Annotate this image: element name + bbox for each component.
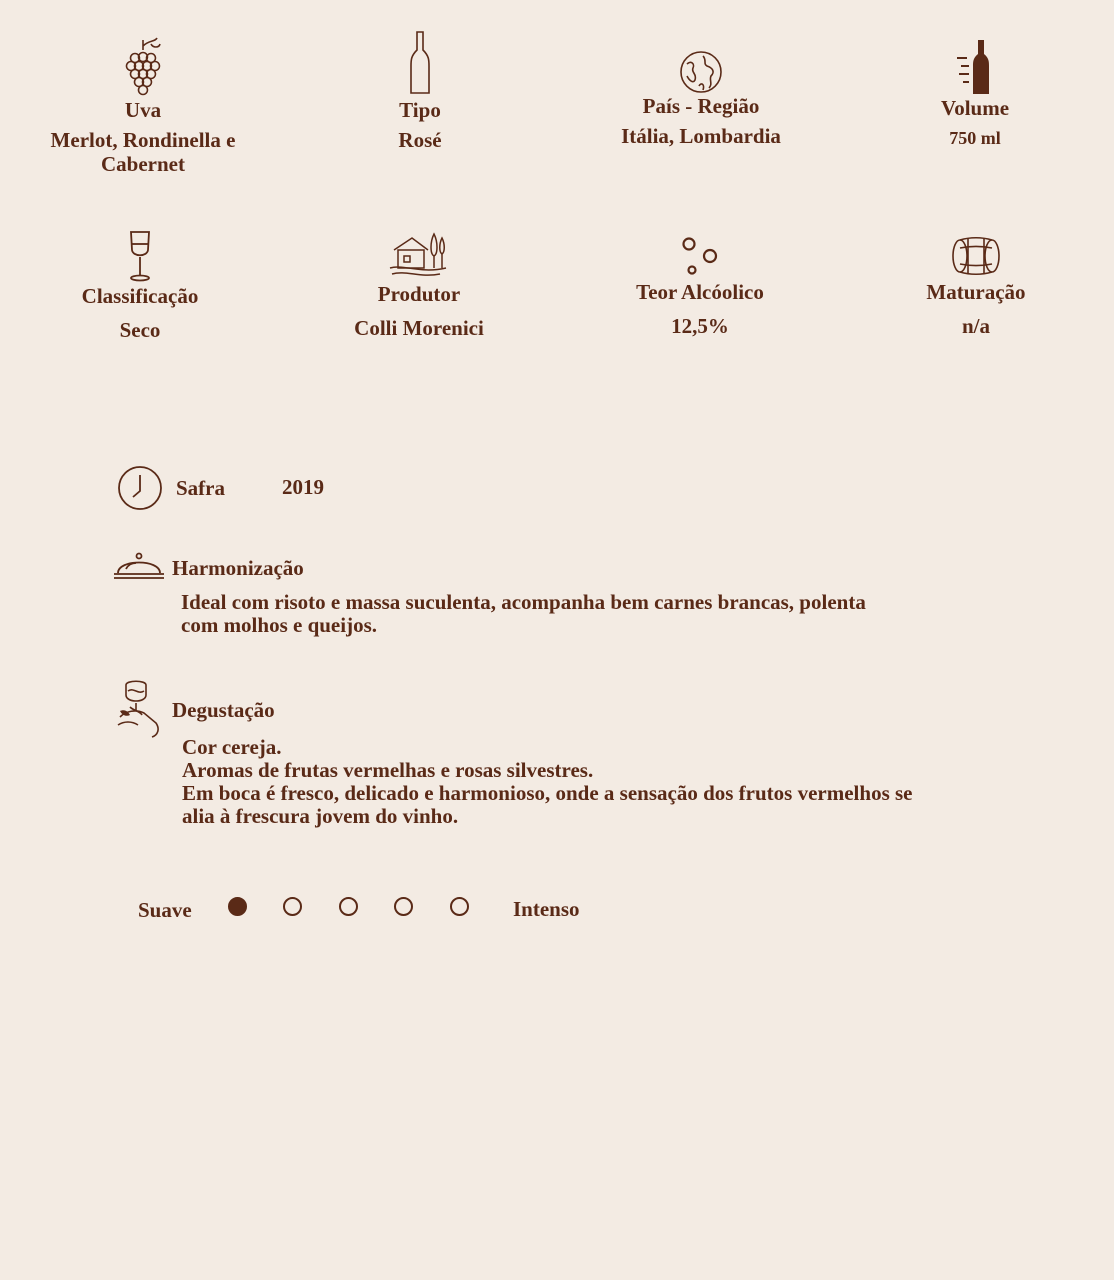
attribute-grape bbox=[38, 36, 248, 176]
bubbles-icon bbox=[680, 236, 720, 278]
attribute-volume bbox=[900, 38, 1050, 150]
attribute-classification bbox=[62, 230, 218, 342]
attribute-label: Produtor bbox=[377, 282, 461, 306]
intensity-dot bbox=[283, 897, 302, 916]
attribute-alcohol bbox=[612, 236, 788, 338]
intensity-dot bbox=[228, 897, 247, 916]
attribute-producer bbox=[330, 230, 508, 340]
harmonizacao-text bbox=[181, 591, 866, 637]
globe-icon bbox=[679, 50, 723, 94]
grape-icon bbox=[123, 36, 163, 96]
tasting-hand-icon bbox=[116, 681, 162, 739]
text-line: Em boca é fresco, delicado e harmonioso, onde a sensação dos frutos vermelhos se bbox=[182, 781, 913, 805]
attribute-country-region bbox=[588, 50, 814, 148]
winery-icon bbox=[390, 230, 448, 280]
text-line: Cor cereja. bbox=[182, 735, 282, 759]
intensity-dot bbox=[394, 897, 413, 916]
barrel-icon bbox=[950, 236, 1002, 276]
text-line: alia à frescura jovem do vinho. bbox=[182, 804, 459, 828]
text-line: com molhos e queijos. bbox=[181, 613, 377, 637]
attribute-value: Seco bbox=[119, 318, 161, 342]
attribute-value: 12,5% bbox=[671, 314, 729, 338]
intensity-dot bbox=[450, 897, 469, 916]
attribute-value: Merlot, Rondinella e Cabernet bbox=[50, 128, 236, 176]
safra-value: 2019 bbox=[282, 475, 324, 499]
intensity-max-label: Intenso bbox=[513, 897, 580, 921]
clock-icon bbox=[117, 465, 163, 511]
volume-bottle-icon bbox=[955, 38, 995, 96]
degustacao-text bbox=[182, 736, 912, 828]
degustacao-label: Degustação bbox=[172, 698, 275, 722]
attribute-label: Tipo bbox=[399, 98, 441, 122]
attribute-maturation bbox=[900, 236, 1052, 338]
safra-label: Safra bbox=[176, 476, 225, 500]
bottle-icon bbox=[408, 30, 432, 96]
intensity-dot bbox=[339, 897, 358, 916]
attribute-label: Volume bbox=[940, 96, 1010, 120]
attribute-label: Classificação bbox=[81, 284, 199, 308]
cloche-icon bbox=[112, 547, 166, 581]
attribute-value: Itália, Lombardia bbox=[621, 124, 781, 148]
attribute-label: Maturação bbox=[926, 280, 1026, 304]
wine-glass-icon bbox=[128, 230, 152, 282]
intensity-min-label: Suave bbox=[138, 898, 192, 922]
attribute-label: Uva bbox=[124, 98, 162, 122]
attribute-value: Rosé bbox=[398, 128, 442, 152]
harmonizacao-label: Harmonização bbox=[172, 556, 304, 580]
text-line: Ideal com risoto e massa suculenta, acompanha bem carnes brancas, polenta bbox=[181, 590, 866, 614]
attribute-label: País - Região bbox=[642, 94, 760, 118]
attribute-value: 750 ml bbox=[949, 128, 1001, 148]
attribute-value: Colli Morenici bbox=[354, 316, 484, 340]
attribute-value: n/a bbox=[961, 314, 990, 338]
attribute-label: Teor Alcóolico bbox=[636, 280, 764, 304]
text-line: Aromas de frutas vermelhas e rosas silvestres. bbox=[182, 758, 594, 782]
attribute-type bbox=[340, 30, 500, 152]
